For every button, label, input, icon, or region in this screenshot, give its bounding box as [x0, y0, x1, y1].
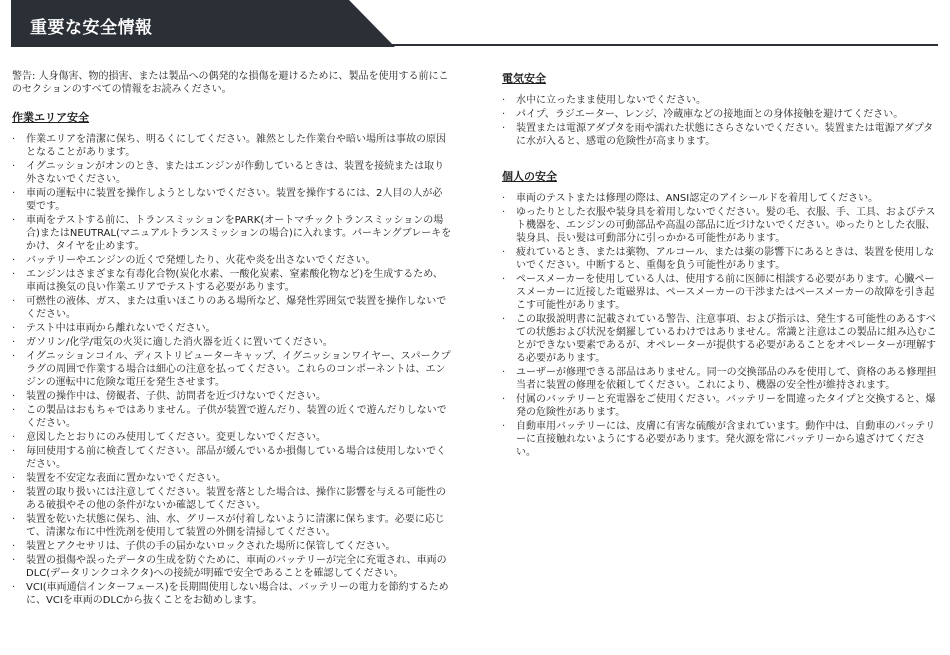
list-item: [12, 187, 452, 213]
bullet-icon: ·: [12, 337, 16, 348]
bullet-icon: ·: [12, 446, 16, 457]
list-item-text: テスト中は車両から離れないでください。: [26, 323, 216, 334]
list-item: [12, 214, 452, 253]
list-item-text: ゆったりとした衣服や装身具を着用しないでください。髪の毛、衣服、手、工具、およびテスト機器を、エンジンの可動部品や高温の部品に近づけないでください。ゆったりとした衣服、装身具、長い髪は可動部分に引っかかる可能性があります。: [516, 207, 936, 244]
list-item-text: 装置とアクセサリは、子供の手の届かないロックされた場所に保管してください。: [26, 541, 396, 552]
list-item: [12, 472, 452, 485]
list-item: [12, 322, 452, 335]
list-item: [12, 554, 452, 580]
list-item: [502, 313, 940, 365]
list-item-text: この製品はおもちゃではありません。子供が装置で遊んだり、装置の近くで遊んだりしないでください。: [26, 405, 447, 429]
bullet-icon: ·: [12, 391, 16, 402]
list-item-text: 装置の損傷や誤ったデータの生成を防ぐために、車両のバッテリーが完全に充電され、車両のDLC(データリンクコネクタ)への接続が明確で安全であることを確認してください。: [26, 555, 447, 579]
list-item: [12, 254, 452, 267]
list-item-text: 車両をテストする前に、トランスミッションをPARK(オートマチックトランスミッションの場合)またはNEUTRAL(マニュアルトランスミッションの場合)に入れます。パーキングブレーキをかけ、タイヤを止めます。: [26, 215, 452, 252]
list-item-text: 作業エリアを清潔に保ち、明るくにしてください。雑然とした作業台や暗い場所は事故の原因となることがあります。: [26, 134, 446, 158]
list-item-text: 毎回使用する前に検査してください。部品が緩んでいるか損傷している場合は使用しないでください。: [26, 446, 446, 470]
list-item-text: 装置の取り扱いには注意してください。装置を落とした場合は、操作に影響を与える可能性のある破損やその他の条件がないか確認してください。: [26, 487, 446, 511]
list-item: [12, 445, 452, 471]
list-item-text: 車両のテストまたは修理の際は、ANSI認定のアイシールドを着用してください。: [516, 193, 879, 204]
bullet-icon: ·: [12, 323, 16, 334]
bullet-icon: ·: [502, 123, 506, 134]
list-item-text: VCI(車両通信インターフェース)を長期間使用しない場合は、バッテリーの電力を節約するために、VCIを車両のDLCから抜くことをお勧めします。: [26, 582, 449, 606]
list-item-text: イグニッションがオンのとき、またはエンジンが作動しているときは、装置を接続または取り外さないでください。: [26, 161, 445, 185]
list-item-text: 疲れているとき、または薬物、アルコール、または薬の影響下にあるときは、装置を使用しないでください。中断すると、重傷を負う可能性があります。: [516, 247, 935, 271]
list-item: [502, 94, 940, 107]
list-item: [12, 486, 452, 512]
list-item: [502, 246, 940, 272]
bullet-icon: ·: [12, 255, 16, 266]
bullet-icon: ·: [12, 473, 16, 484]
list-item-text: 付属のバッテリーと充電器をご使用ください。バッテリーを間違ったタイプと交換すると、爆発の危険性があります。: [516, 394, 936, 418]
list-item: [12, 404, 452, 430]
list-item-text: 自動車用バッテリーには、皮膚に有害な硫酸が含まれています。動作中は、自動車のバッテリーに直接触れないようにする必要があります。発火源を常にバッテリーから遠ざけてください。: [516, 421, 936, 458]
list-item: [12, 513, 452, 539]
bullet-icon: ·: [12, 134, 16, 145]
list-item-text: この取扱説明書に記載されている警告、注意事項、および指示は、発生する可能性のあるすべての状態および状況を網羅しているわけではありません。常識と注意はこの製品に組み込むことができない要素であるが、オペレーターが提供する必要があることをオペレーターが理解する必要があります。: [516, 314, 937, 364]
bullet-icon: ·: [12, 582, 16, 593]
list-item-text: 意図したとおりにのみ使用してください。変更しないでください。: [26, 432, 326, 443]
section-title-work-area: 作業エリア安全: [12, 111, 89, 124]
list-item: [502, 206, 940, 245]
bullet-icon: ·: [12, 405, 16, 416]
bullet-icon: ·: [12, 541, 16, 552]
list-item: [502, 393, 940, 419]
bullet-icon: ·: [502, 274, 506, 285]
bullet-icon: ·: [12, 296, 16, 307]
bullet-icon: ·: [502, 367, 506, 378]
list-item: [502, 108, 940, 121]
bullet-icon: ·: [12, 269, 16, 280]
list-item: [502, 420, 940, 459]
bullet-icon: ·: [502, 207, 506, 218]
section-title-personal: 個人の安全: [502, 170, 557, 183]
list-item-text: バッテリーやエンジンの近くで発煙したり、火花や炎を出さないでください。: [26, 255, 376, 266]
list-item-text: 水中に立ったまま使用しないでください。: [516, 95, 706, 106]
list-item-text: 装置または電源アダプタを雨や濡れた状態にさらさないでください。装置または電源アダプタに水が入ると、感電の危険性が高まります。: [516, 123, 934, 147]
list-item: [12, 390, 452, 403]
list-item-text: ガソリン/化学/電気の火災に適した消火器を近くに置いてください。: [26, 337, 333, 348]
bullet-icon: ·: [12, 161, 16, 172]
right-column: [502, 72, 940, 481]
list-item: [502, 366, 940, 392]
warning-intro: 警告: 人身傷害、物的損害、または製品への偶発的な損傷を避けるために、製品を使用する前にこのセクションのすべての情報をお読みください。: [12, 71, 449, 95]
list-item: [502, 122, 940, 148]
bullet-icon: ·: [502, 314, 506, 325]
bullet-icon: ·: [502, 109, 506, 120]
list-item-text: パイプ、ラジエーター、レンジ、冷蔵庫などの接地面との身体接触を避けてください。: [516, 109, 904, 120]
bullet-icon: ·: [502, 394, 506, 405]
list-item: [12, 540, 452, 553]
list-item: [12, 160, 452, 186]
list-item-text: ペースメーカーを使用している人は、使用する前に医師に相談する必要があります。心臓ペースメーカーに近接した電磁界は、ペースメーカーの干渉またはペースメーカーの故障を引き起こす可能性があります。: [516, 274, 935, 311]
list-item-text: エンジンはさまざまな有毒化合物(炭化水素、一酸化炭素、窒素酸化物など)を生成するため、車両は換気の良い作業エリアでテストする必要があります。: [26, 269, 443, 293]
electrical-list: [502, 94, 940, 148]
bullet-icon: ·: [12, 188, 16, 199]
bullet-icon: ·: [12, 432, 16, 443]
work-area-list: [12, 133, 452, 607]
personal-list: [502, 192, 940, 459]
section-title-electrical: 電気安全: [502, 72, 546, 85]
page-title: 重要な安全情報: [30, 18, 153, 38]
list-item-text: 車両の運転中に装置を操作しようとしないでください。装置を操作するには、2人目の人が必要です。: [26, 188, 443, 212]
bullet-icon: ·: [12, 514, 16, 525]
list-item: [12, 336, 452, 349]
list-item-text: 可燃性の液体、ガス、または重いほこりのある場所など、爆発性雰囲気で装置を操作しないでください。: [26, 296, 447, 320]
list-item: [12, 431, 452, 444]
bullet-icon: ·: [12, 215, 16, 226]
list-item: [502, 192, 940, 205]
bullet-icon: ·: [12, 487, 16, 498]
bullet-icon: ·: [502, 95, 506, 106]
bullet-icon: ·: [502, 247, 506, 258]
list-item-text: 装置を不安定な表面に置かないでください。: [26, 473, 226, 484]
list-item-text: ユーザーが修理できる部品はありません。同一の交換部品のみを使用して、資格のある修理担当者に装置の修理を依頼してください。これにより、機器の安全性が維持されます。: [516, 367, 937, 391]
list-item-text: 装置の操作中は、傍観者、子供、訪問者を近づけないでください。: [26, 391, 326, 402]
list-item: [12, 268, 452, 294]
list-item: [502, 273, 940, 312]
list-item: [12, 350, 452, 389]
list-item: [12, 581, 452, 607]
list-item: [12, 295, 452, 321]
bullet-icon: ·: [502, 421, 506, 432]
left-column: [12, 70, 452, 608]
bullet-icon: ·: [12, 351, 16, 362]
list-item-text: 装置を乾いた状態に保ち、油、水、グリースが付着しないように清潔に保ちます。必要に応じて、清潔な布に中性洗剤を使用して装置の外側を清掃してください。: [26, 514, 445, 538]
list-item-text: イグニッションコイル、ディストリビューターキャップ、イグニッションワイヤー、スパークプラグの周囲で作業する場合は細心の注意を払ってください。これらのコンポーネントは、エンジンの運転中に危険な電圧を発生させます。: [26, 351, 451, 388]
bullet-icon: ·: [502, 193, 506, 204]
bullet-icon: ·: [12, 555, 16, 566]
list-item: [12, 133, 452, 159]
